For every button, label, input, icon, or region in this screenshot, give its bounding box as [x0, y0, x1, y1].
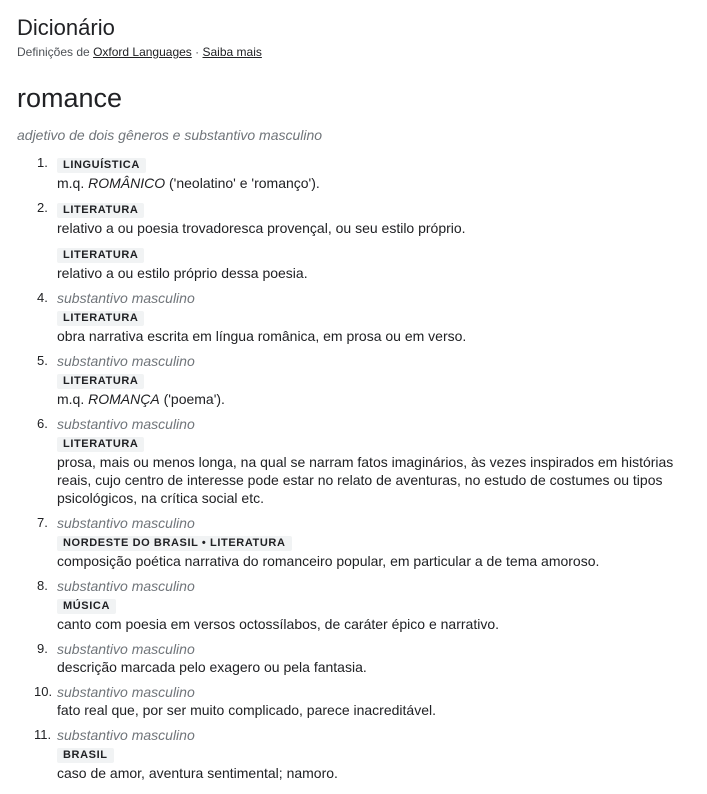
source-line: [17, 44, 707, 60]
definition-prefix: m.q.: [57, 391, 89, 407]
sense-3: [17, 244, 707, 282]
sense-number: 9.: [37, 641, 48, 656]
sense-pos: substantivo masculino: [57, 416, 195, 432]
source-prefix: Definições de: [17, 45, 90, 59]
sense-8: [17, 577, 707, 633]
definition: relativo a ou poesia trovadoresca provençal, ou seu estilo próprio.: [57, 220, 466, 236]
sense-4: [17, 289, 707, 345]
sense-7: [17, 514, 707, 570]
definition: canto com poesia em versos octossílabos, de caráter épico e narrativo.: [57, 616, 499, 632]
cross-reference: ROMANÇA: [88, 391, 160, 407]
sense-number: 5.: [37, 353, 48, 368]
definition: [57, 174, 677, 192]
headword: romance: [17, 83, 123, 113]
cross-reference: ROMÂNICO: [88, 175, 166, 191]
sense-pos: substantivo masculino: [57, 684, 195, 700]
definition: [57, 390, 677, 408]
domain-tag: LITERATURA: [57, 311, 144, 326]
domain-tag: LITERATURA: [57, 203, 144, 218]
sense-5: [17, 352, 707, 408]
sense-list: [17, 154, 707, 782]
domain-tag: LITERATURA: [57, 374, 144, 389]
sense-pos: substantivo masculino: [57, 727, 195, 743]
sense-number: 7.: [37, 515, 48, 530]
sense-number: 1.: [37, 155, 48, 170]
sense-number: 11.: [34, 727, 52, 742]
part-of-speech: adjetivo de dois gêneros e substantivo masculino: [17, 127, 323, 143]
sense-2: [17, 199, 707, 237]
sense-number: 4.: [37, 290, 48, 305]
definition: caso de amor, aventura sentimental; namoro.: [57, 765, 338, 781]
domain-tag: BRASIL: [57, 748, 114, 763]
sense-pos: substantivo masculino: [57, 641, 195, 657]
definition: descrição marcada pelo exagero ou pela fantasia.: [57, 659, 367, 675]
definition-prefix: m.q.: [57, 175, 89, 191]
domain-tag: NORDESTE DO BRASIL • LITERATURA: [57, 536, 292, 551]
separator: ·: [195, 45, 200, 59]
definition: obra narrativa escrita em língua românica, em prosa ou em verso.: [57, 328, 467, 344]
sense-pos: substantivo masculino: [57, 578, 195, 594]
definition-suffix: ('neolatino' e 'romanço').: [165, 175, 320, 191]
domain-tag: LITERATURA: [57, 437, 144, 452]
domain-tag: LINGUÍSTICA: [57, 158, 146, 173]
sense-9: [17, 640, 707, 676]
sense-pos: substantivo masculino: [57, 353, 195, 369]
sense-pos: substantivo masculino: [57, 290, 195, 306]
sense-6: [17, 415, 707, 507]
definition-suffix: ('poema').: [159, 391, 225, 407]
definition: composição poética narrativa do romanceiro popular, em particular a de tema amoroso.: [57, 553, 600, 569]
definition: relativo a ou estilo próprio dessa poesia.: [57, 265, 308, 281]
panel-title: Dicionário: [17, 15, 115, 40]
definition: fato real que, por ser muito complicado, parece inacreditável.: [57, 702, 436, 718]
domain-tag: LITERATURA: [57, 248, 144, 263]
sense-pos: substantivo masculino: [57, 515, 195, 531]
domain-tag: MÚSICA: [57, 599, 116, 614]
sense-10: [17, 683, 707, 719]
sense-number: 8.: [37, 578, 48, 593]
sense-number: 10.: [34, 684, 53, 699]
sense-number: 6.: [37, 416, 48, 431]
learn-more-link[interactable]: Saiba mais: [202, 45, 262, 59]
definition: prosa, mais ou menos longa, na qual se narram fatos imaginários, às vezes inspirados em histórias reais, cujo centro de interesse pode estar no relato de aventuras, no estudo de costumes ou tipos psicológicos, na crítica social etc.: [57, 454, 674, 506]
sense-number: 2.: [37, 200, 48, 215]
sense-1: [17, 154, 707, 192]
sense-11: [17, 726, 707, 782]
oxford-languages-link[interactable]: Oxford Languages: [93, 45, 192, 59]
